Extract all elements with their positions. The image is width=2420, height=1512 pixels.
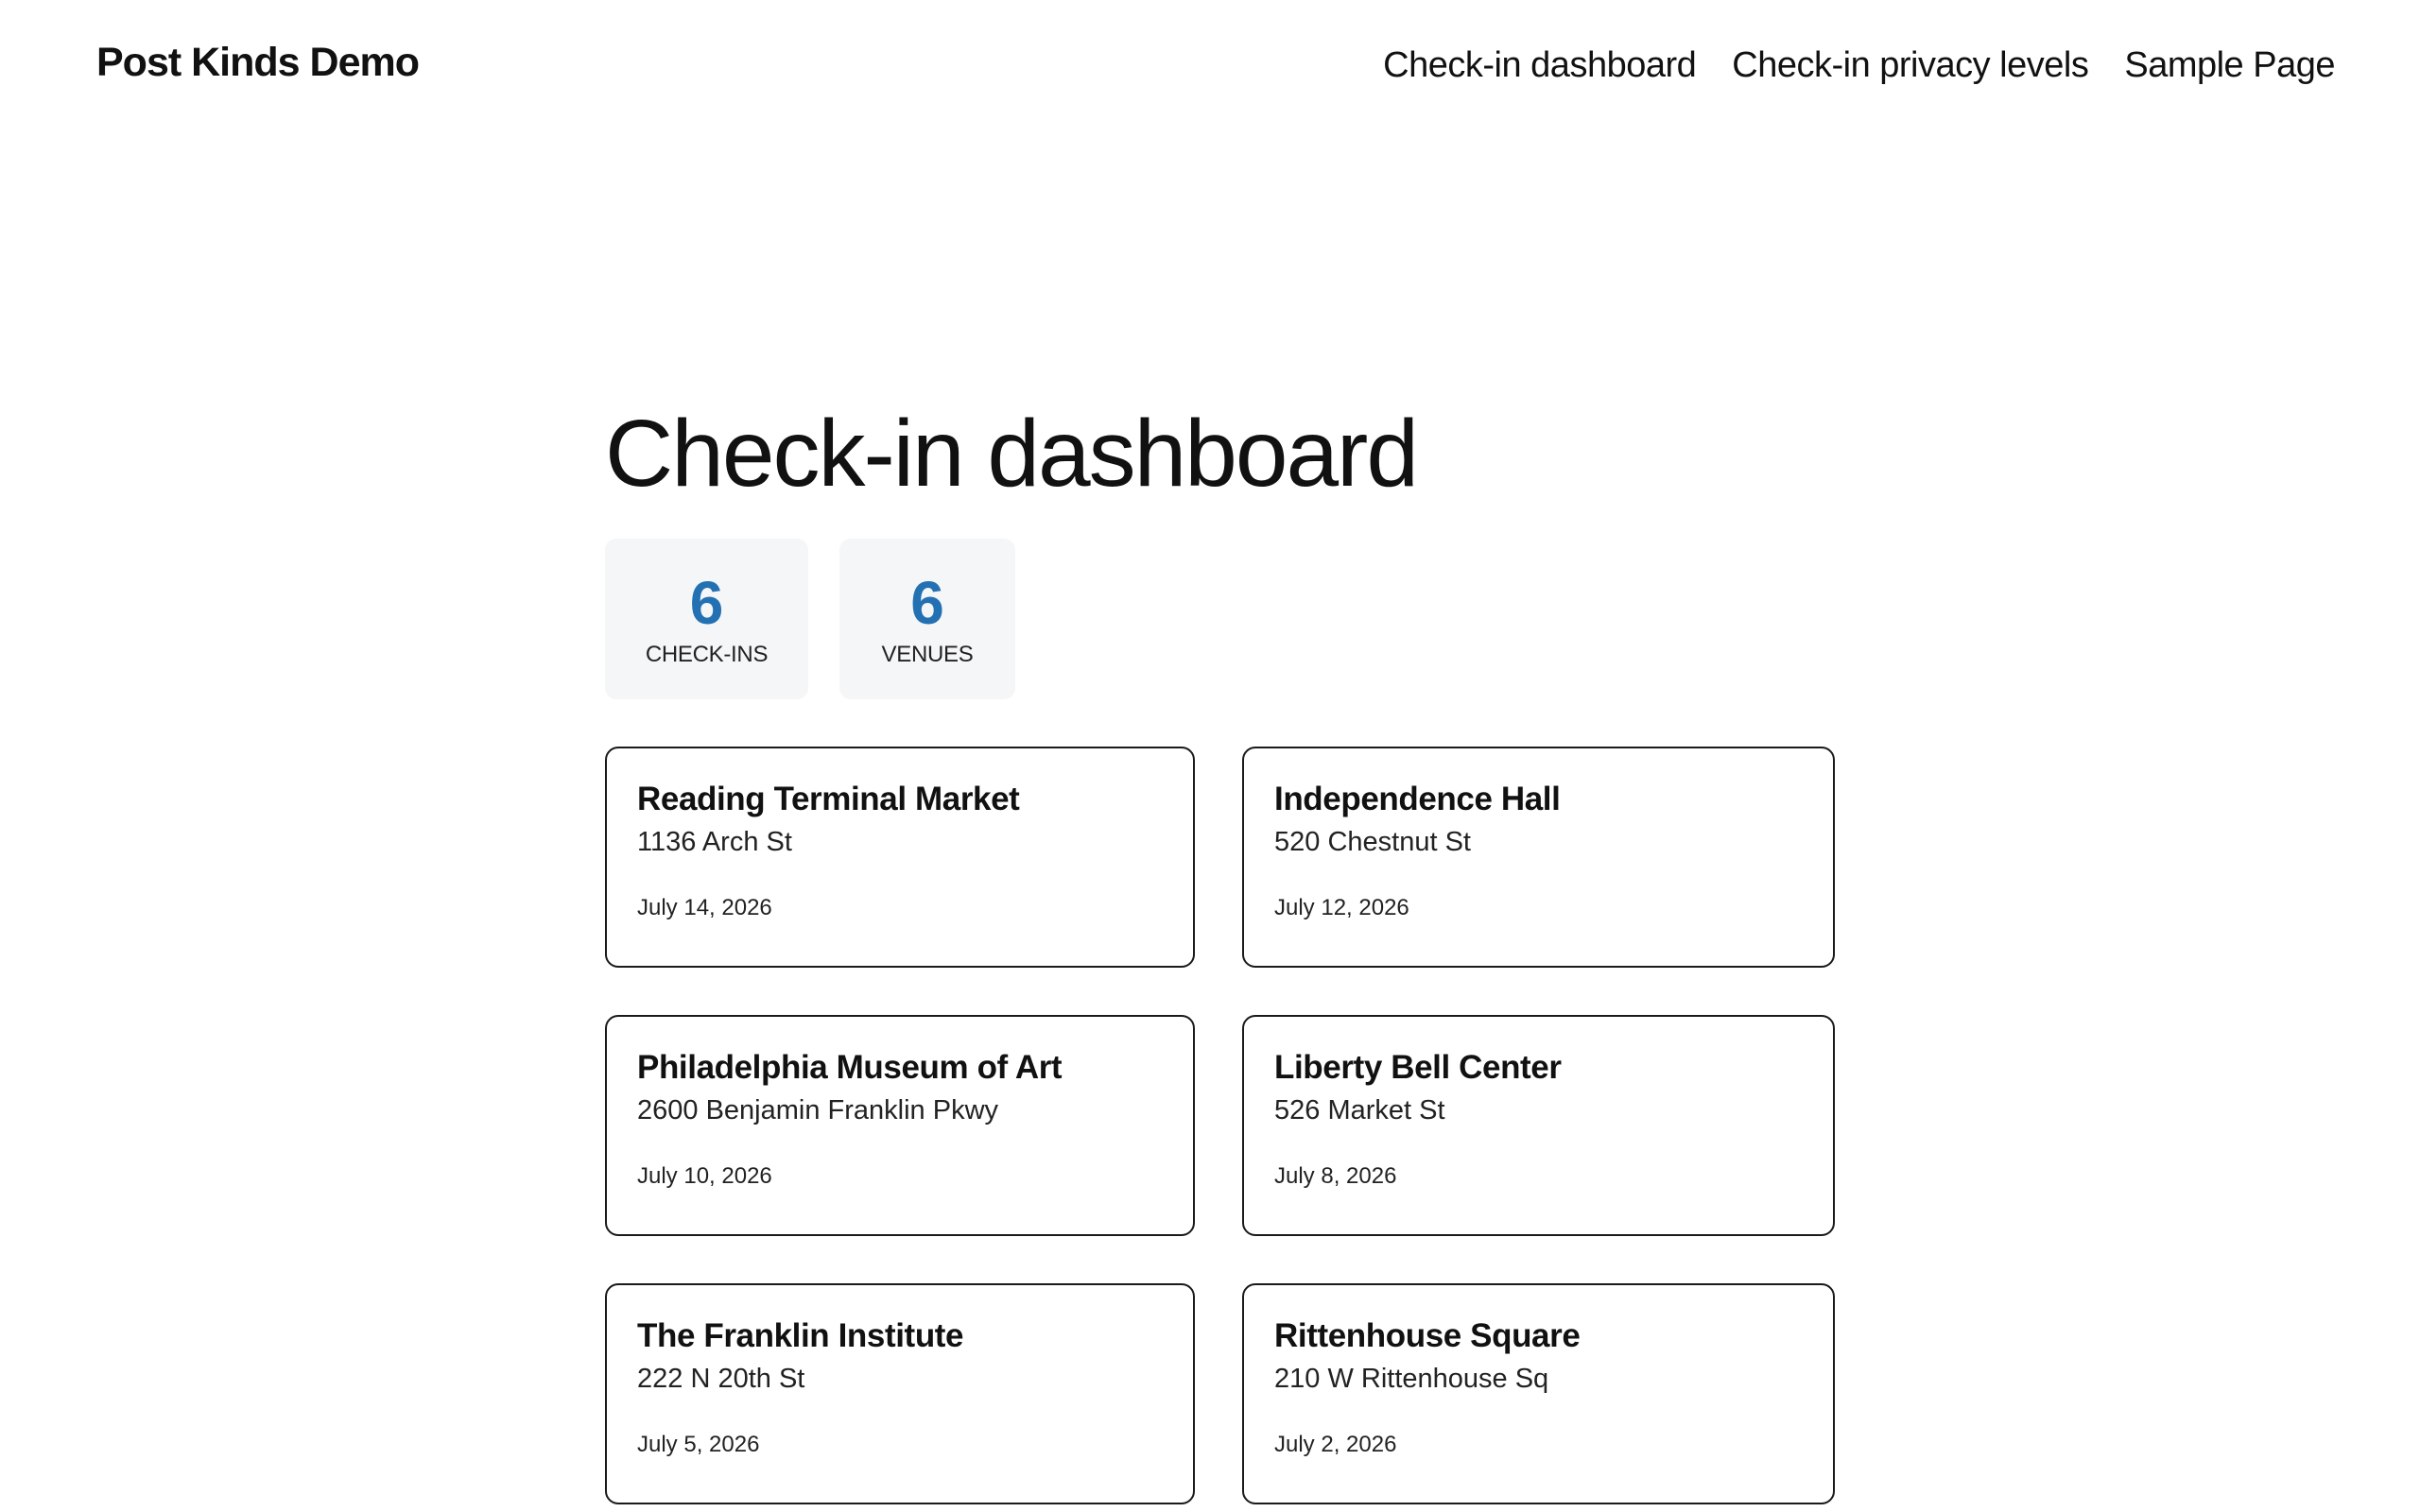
checkin-date: July 2, 2026 — [1274, 1432, 1397, 1457]
venue-address: 222 N 20th St — [637, 1364, 805, 1394]
venue-name: Reading Terminal Market — [637, 781, 1020, 817]
checkin-card[interactable] — [605, 747, 1195, 968]
stat-label-venues: VENUES — [881, 642, 974, 667]
venue-name: Rittenhouse Square — [1274, 1317, 1581, 1354]
venue-address: 520 Chestnut St — [1274, 827, 1471, 857]
venue-address: 1136 Arch St — [637, 827, 792, 857]
checkin-card[interactable] — [1242, 747, 1835, 968]
stats-summary — [605, 539, 1015, 699]
venue-address: 2600 Benjamin Franklin Pkwy — [637, 1095, 999, 1125]
checkin-card[interactable] — [605, 1283, 1195, 1504]
venue-address: 210 W Rittenhouse Sq — [1274, 1364, 1549, 1394]
checkin-card[interactable] — [605, 1015, 1195, 1236]
stat-value-checkins: 6 — [689, 569, 724, 637]
checkin-date: July 12, 2026 — [1274, 895, 1409, 920]
page-title: Check-in dashboard — [605, 401, 1417, 507]
checkin-date: July 8, 2026 — [1274, 1163, 1397, 1189]
site-title-link[interactable]: Post Kinds Demo — [96, 40, 419, 85]
venue-name: Independence Hall — [1274, 781, 1561, 817]
venue-address: 526 Market St — [1274, 1095, 1445, 1125]
site-header — [0, 0, 2420, 142]
checkin-date: July 14, 2026 — [637, 895, 772, 920]
stat-value-venues: 6 — [910, 569, 944, 637]
checkin-card[interactable] — [1242, 1283, 1835, 1504]
checkin-date: July 10, 2026 — [637, 1163, 772, 1189]
nav-item-sample-page[interactable]: Sample Page — [2124, 45, 2335, 85]
primary-nav — [1383, 45, 2335, 86]
nav-item-check-in-dashboard[interactable]: Check-in dashboard — [1383, 45, 1697, 85]
stat-card-venues — [839, 539, 1015, 699]
checkin-date: July 5, 2026 — [637, 1432, 760, 1457]
nav-item-check-in-privacy-levels[interactable]: Check-in privacy levels — [1732, 45, 2089, 85]
main-content — [605, 397, 1834, 1457]
stat-label-checkins: CHECK-INS — [645, 642, 769, 667]
checkin-card[interactable] — [1242, 1015, 1835, 1236]
venue-name: The Franklin Institute — [637, 1317, 964, 1354]
stat-card-checkins — [605, 539, 808, 699]
venue-name: Philadelphia Museum of Art — [637, 1049, 1063, 1086]
checkin-grid — [605, 747, 1836, 1504]
venue-name: Liberty Bell Center — [1274, 1049, 1562, 1086]
